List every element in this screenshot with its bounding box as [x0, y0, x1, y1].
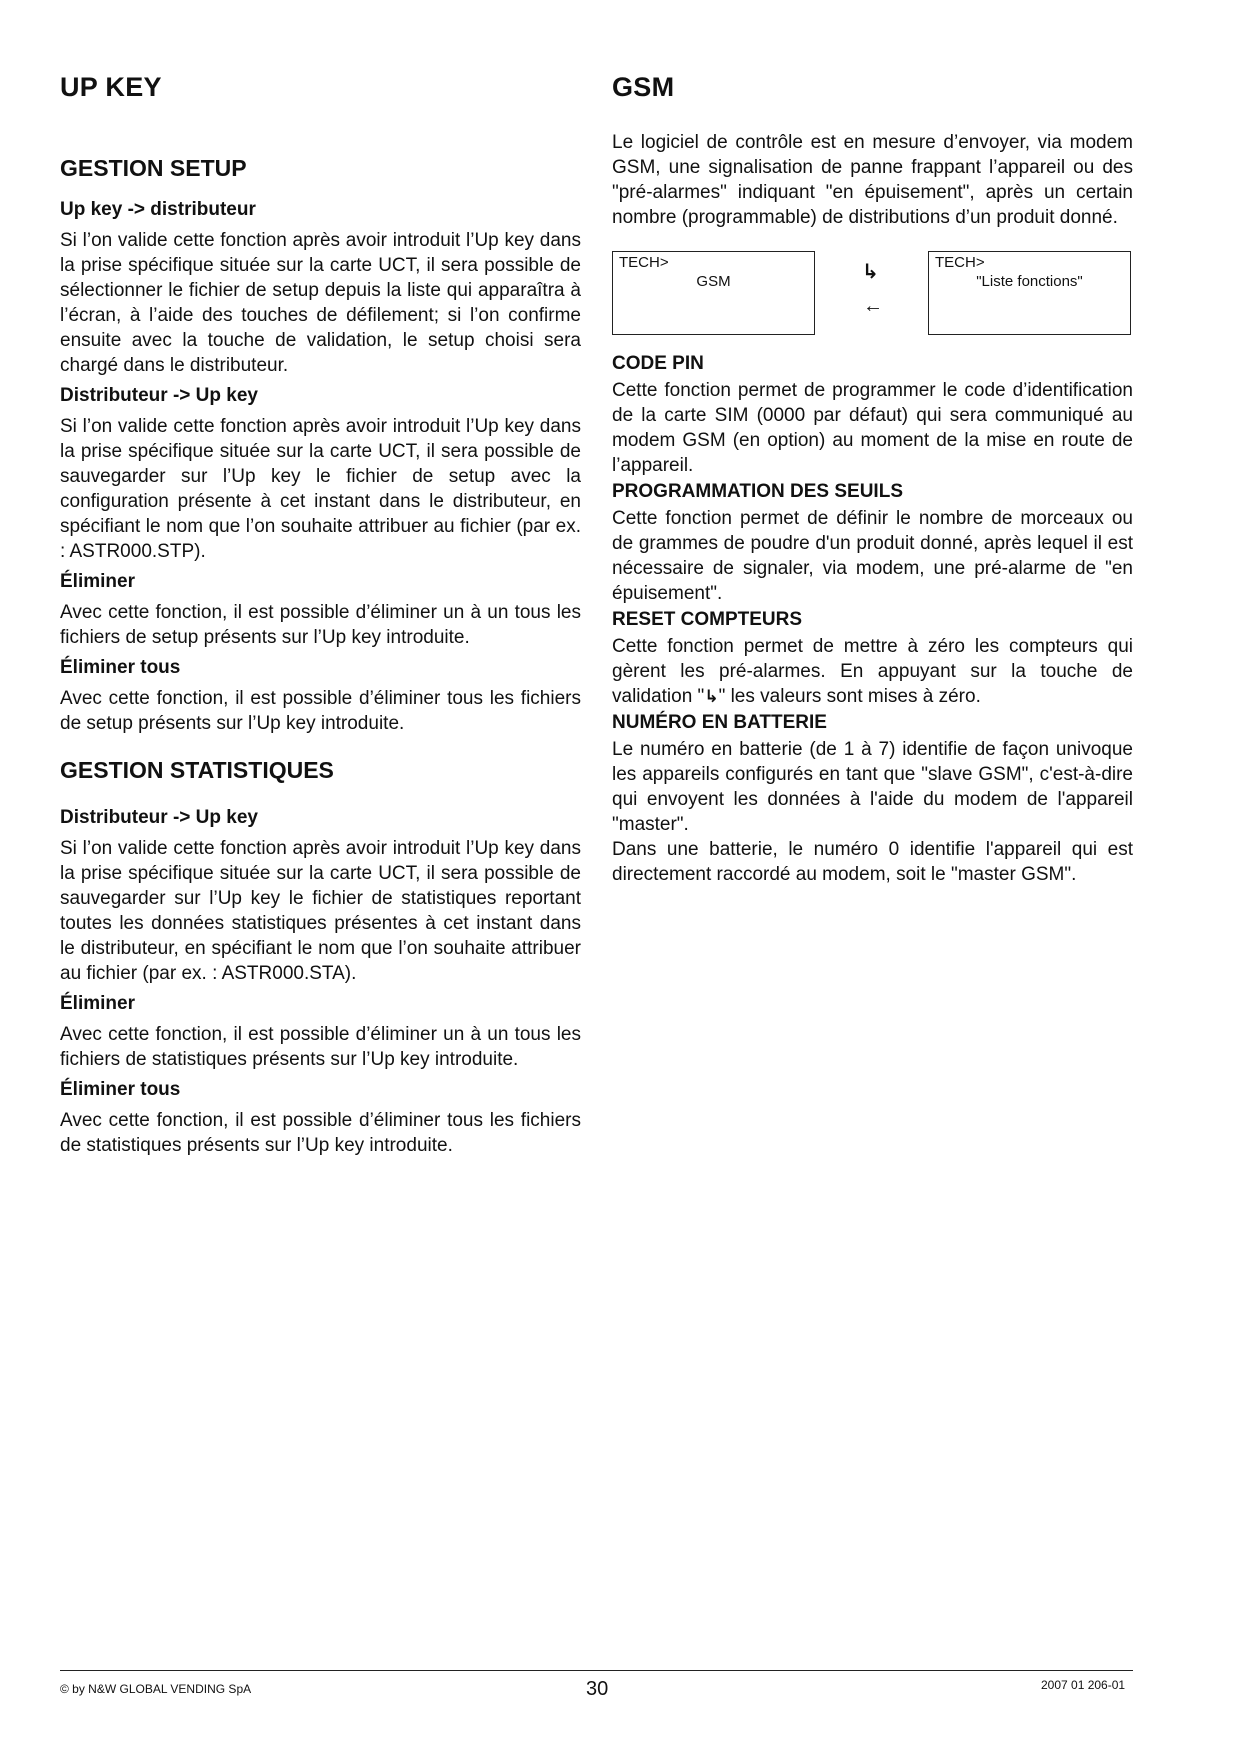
display-box-gsm: [612, 251, 815, 335]
page-number: 30: [586, 1678, 609, 1700]
paragraph-stat-eliminer-tous: Avec cette fonction, il est possible d’éliminer tous les fichiers de statistiques présents sur l’Up key introduite.: [60, 1110, 581, 1156]
paragraph-numero-batterie-1: Le numéro en batterie (de 1 à 7) identifie de façon univoque les appareils configurés en tant que "slave GSM", c'est-à-dire qui envoyent les données à l'aide du modem de l'appareil "master".: [612, 739, 1133, 835]
display-line-gsm: GSM: [696, 273, 731, 290]
left-arrow-icon: ←: [863, 295, 883, 317]
heading-upkey-distributeur: Up key -> distributeur: [60, 199, 256, 220]
heading-stat-eliminer: Éliminer: [60, 993, 135, 1014]
heading-numero-batterie: NUMÉRO EN BATTERIE: [612, 712, 827, 733]
reset-text-start: Cette fonction permet de mettre à zéro les compteurs qui gèrent les pré-alarmes. En appuyant sur la touche de validation ": [612, 636, 1133, 707]
heading-reset-compteurs: RESET COMPTEURS: [612, 609, 803, 630]
left-column: [60, 64, 581, 1158]
menu-diagram: [612, 230, 1133, 352]
paragraph-upkey-distributeur: Si l’on valide cette fonction après avoir introduit l’Up key dans la prise spécifique située sur la carte UCT, il sera possible de sélectionner le fichier de setup depuis la liste qui apparaîtra à l’écran, à l’aide des touches de défilement; si l’on confirme ensuite avec la touche de validation, le setup choisi sera chargé dans le distributeur.: [60, 230, 581, 376]
enter-arrow-icon: ↳: [862, 261, 879, 283]
footer-divider: [60, 1670, 1133, 1671]
display-line-tech-2: TECH>: [935, 254, 985, 271]
display-line-tech: TECH>: [619, 254, 669, 271]
heading-stat-distributeur-upkey: Distributeur -> Up key: [60, 807, 258, 828]
reset-text-end: " les valeurs sont mises à zéro.: [718, 686, 981, 707]
paragraph-code-pin: Cette fonction permet de programmer le code d’identification de la carte SIM (0000 par défaut) qui sera communiqué au modem GSM (en option) au moment de la mise en route de l’appareil.: [612, 380, 1133, 476]
heading-programmation-seuils: PROGRAMMATION DES SEUILS: [612, 481, 903, 502]
paragraph-numero-batterie-2: Dans une batterie, le numéro 0 identifie l'appareil qui est directement raccordé au modem, soit le "master GSM".: [612, 839, 1133, 885]
display-box-liste-fonctions: [928, 251, 1131, 335]
right-column: [612, 64, 1133, 887]
paragraph-eliminer-tous: Avec cette fonction, il est possible d’éliminer tous les fichiers de setup présents sur l’Up key introduite.: [60, 688, 581, 734]
heading-eliminer: Éliminer: [60, 571, 135, 592]
paragraph-programmation-seuils: Cette fonction permet de définir le nombre de morceaux ou de grammes de poudre d'un produit donné, après lequel il est nécessaire de signaler, via modem, une pré-alarme de "en épuisement".: [612, 508, 1133, 604]
heading-eliminer-tous: Éliminer tous: [60, 657, 181, 678]
page-title-gsm: GSM: [612, 72, 675, 102]
paragraph-gsm-intro: Le logiciel de contrôle est en mesure d’envoyer, via modem GSM, une signalisation de panne frappant l’appareil ou des "pré-alarmes" indiquant "en épuisement", après un certain nombre (programmable) de distributions d’un produit donné.: [612, 132, 1133, 228]
page-title-up-key: UP KEY: [60, 72, 162, 102]
heading-distributeur-upkey: Distributeur -> Up key: [60, 385, 258, 406]
display-line-liste-fonctions: "Liste fonctions": [976, 273, 1083, 290]
section-title-gestion-setup: GESTION SETUP: [60, 155, 247, 181]
footer-copyright: © by N&W GLOBAL VENDING SpA: [60, 1682, 252, 1696]
paragraph-distributeur-upkey: Si l’on valide cette fonction après avoir introduit l’Up key dans la prise spécifique située sur la carte UCT, il sera possible de sauvegarder sur l’Up key le fichier de setup avec la configuration présente à cet instant dans le distributeur, en spécifiant le nom que l’on souhaite attribuer au fichier (par ex. : ASTR000.STP).: [60, 416, 581, 562]
enter-key-icon: ↳: [704, 687, 719, 706]
paragraph-eliminer: Avec cette fonction, il est possible d’éliminer un à un tous les fichiers de setup présents sur l’Up key introduite.: [60, 602, 581, 648]
paragraph-reset-compteurs: [612, 634, 1133, 709]
heading-stat-eliminer-tous: Éliminer tous: [60, 1079, 181, 1100]
heading-code-pin: CODE PIN: [612, 353, 704, 374]
footer-document-code: 2007 01 206-01: [1041, 1678, 1126, 1692]
section-title-gestion-statistiques: GESTION STATISTIQUES: [60, 757, 334, 783]
paragraph-stat-eliminer: Avec cette fonction, il est possible d’éliminer un à un tous les fichiers de statistiques présents sur l’Up key introduite.: [60, 1024, 581, 1070]
paragraph-stat-distributeur-upkey: Si l’on valide cette fonction après avoir introduit l’Up key dans la prise spécifique située sur la carte UCT, il sera possible de sauvegarder sur l’Up key le fichier de statistiques reportant toutes les données statistiques présentes à cet instant dans le distributeur, en spécifiant le nom que l’on souhaite attribuer au fichier (par ex. : ASTR000.STA).: [60, 838, 581, 984]
